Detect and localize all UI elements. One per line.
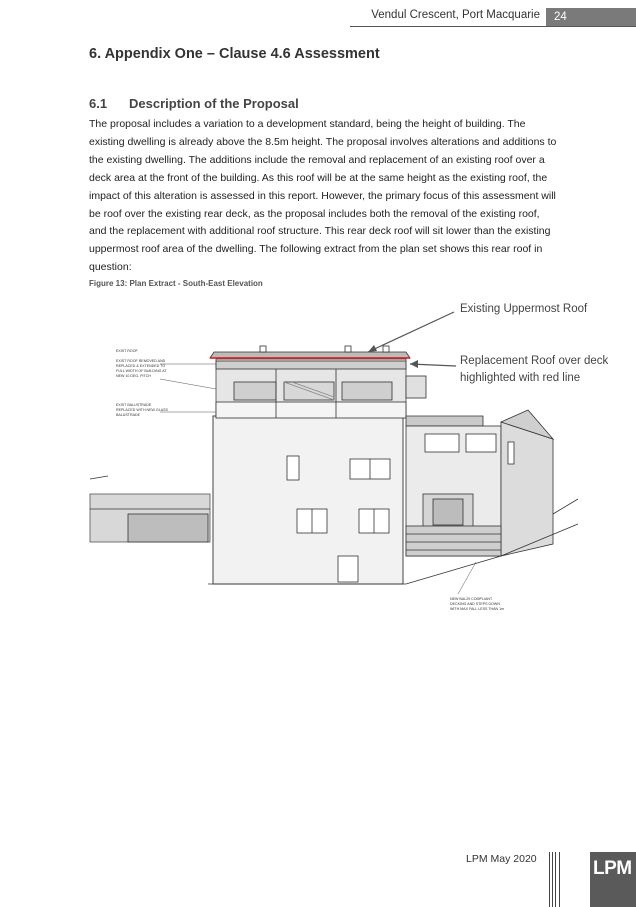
subsection-title: Description of the Proposal — [129, 96, 299, 111]
note-roof-removed-2: REPLACED & EXTENDED TO — [116, 364, 166, 368]
header-rule — [350, 26, 636, 27]
subsection-number: 6.1 — [89, 96, 108, 111]
note-exist-roof: EXIST ROOF — [116, 349, 138, 353]
annotation-replacement-roof-2: highlighted with red line — [460, 372, 581, 384]
note-roof-removed-1: EXIST ROOF REMOVED AND — [116, 359, 166, 363]
body-paragraph: The proposal includes a variation to a development standard, being the height of building. The existing dwelling is already above the 8.5m height. The proposal involves alterations and additions to the existing dwelling. The additions include the removal and replacement of an existing roof over a deck area at the front of the building. As this roof will be at the same height as the existing roof, the impact of this alteration is assessed in this report. However, the primary focus of this assessment will be roof over the existing rear deck, as the proposal includes both the removal of the existing roof, and the replacement with additional roof structure. This rear deck roof will sit lower than the existing uppermost roof area of the dwelling. The following extract from the plan set shows this rear roof in question: — [89, 118, 557, 274]
section-title: 6. Appendix One – Clause 4.6 Assessment — [89, 46, 380, 62]
note-balustrade-1: EXIST BALUSTRADE — [116, 403, 152, 407]
note-decking-3: WITH MAX FALL LESS THAN 1m — [450, 607, 505, 611]
note-decking-2: DECKING AND STEPS DOWN — [450, 602, 500, 606]
note-roof-removed-4: NEW 10 DEG. PITCH — [116, 374, 151, 378]
logo-text: LPM — [593, 858, 632, 879]
lpm-logo — [590, 852, 636, 907]
note-balustrade-2: REPLACED WITH NEW GLASS — [116, 408, 168, 412]
annotation-replacement-roof-1: Replacement Roof over deck — [460, 355, 609, 367]
elevation-svg — [88, 294, 609, 634]
subsection-heading — [89, 96, 299, 111]
elevation-drawing — [88, 294, 609, 634]
figure-caption: Figure 13: Plan Extract - South-East Elevation — [89, 279, 263, 288]
footer-bars — [549, 852, 563, 907]
footer-date: LPM May 2020 — [466, 853, 537, 865]
note-roof-removed-3: FULL WIDTH OF BUILDING AT — [116, 369, 167, 373]
page-number: 24 — [546, 8, 636, 26]
header-location: Vendul Crescent, Port Macquarie — [371, 9, 540, 21]
annotation-existing-roof: Existing Uppermost Roof — [460, 303, 588, 315]
note-balustrade-3: BALUSTRADE — [116, 413, 140, 417]
note-decking-1: NEW BAL29 COMPLIANT — [450, 597, 493, 601]
